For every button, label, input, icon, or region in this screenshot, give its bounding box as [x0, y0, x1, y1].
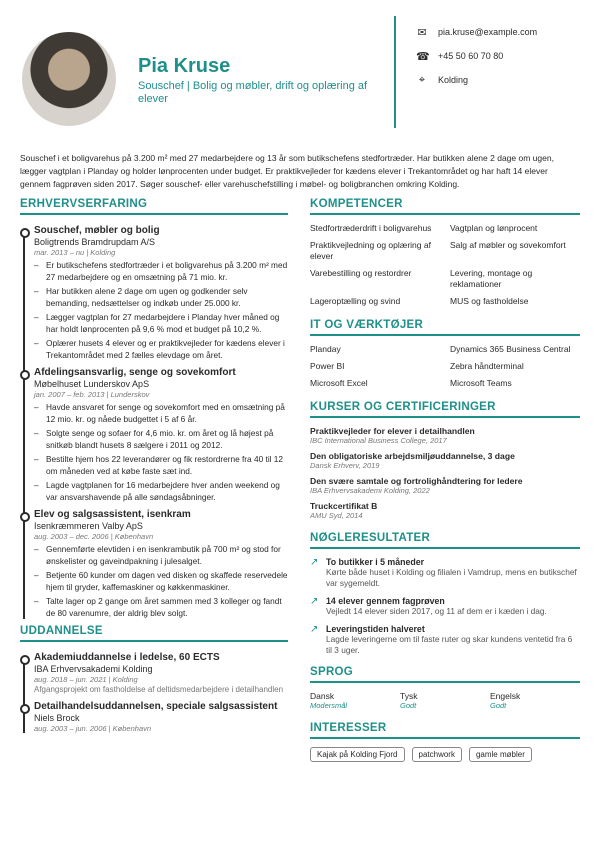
school: IBA Erhvervsakademi Kolding: [34, 664, 153, 674]
languages-list: [310, 691, 580, 710]
trend-up-icon: ↗: [310, 624, 319, 635]
job-bullets: [34, 402, 288, 503]
header-divider: [394, 16, 396, 128]
job-title: Afdelingsansvarlig, senge og sovekomfort: [34, 367, 236, 378]
job-meta: jan. 2007 – feb. 2013 | Lunderskov: [34, 390, 150, 399]
section-title-tools: IT OG VÆRKTØJER: [310, 319, 580, 336]
email-icon: ✉: [417, 26, 427, 39]
phone-icon: ☎: [416, 50, 430, 63]
section-title-courses: KURSER OG CERTIFICERINGER: [310, 401, 580, 418]
course-title: Praktikvejleder for elever i detailhandlen: [310, 426, 475, 436]
experience-timeline: [20, 225, 288, 619]
company: Møbelhuset Lunderskov ApS: [34, 379, 150, 389]
bullet: – Betjente 60 kunder om dagen ved disken og skaffede reservedele hjem til gryder, kaffemaskiner og køkkenmaskiner.: [34, 570, 288, 593]
skill-item: Vagtplan og lønprocent: [450, 223, 538, 233]
course-provider: IBA Erhvervsakademi Kolding, 2022: [310, 486, 430, 495]
experience-section: [20, 198, 288, 619]
interests-tags: [310, 747, 580, 762]
company: Isenkræmmeren Valby ApS: [34, 521, 143, 531]
bullet: – Lagde vagtplanen for 16 medarbejdere hver anden weekend og var ansvarshavende på alle søndagsåbninger.: [34, 480, 288, 503]
bullet: – Gennemførte elevtiden i en isenkrambutik på 700 m² og stod for ønskelister og gaveindpakning i julesalget.: [34, 544, 288, 567]
courses-list: [310, 426, 580, 520]
summary: Souschef i et boligvarehus på 3.200 m² med 27 medarbejdere og 13 år som butikschefens stedfortræder. Har butikken alene 2 dage om ugen, lægger vagtplan i Planday og holder lønprocenten under budget. Er praktikvejleder for kædens elever i Trekantområdet og har haft 14 elever gennem fagprøven siden 2017. Søger souschef- eller varehuschefstilling i møbel- og boligbranchen omkring Kolding.: [20, 152, 554, 189]
right-column: [310, 198, 580, 762]
language-level: Godt: [490, 701, 507, 710]
achievements-section: [310, 532, 580, 656]
job-meta: aug. 2003 – dec. 2006 | København: [34, 532, 154, 541]
language-level: Godt: [400, 701, 417, 710]
trend-up-icon: ↗: [310, 557, 319, 568]
course-item: [310, 476, 580, 495]
tools-grid: [310, 344, 580, 389]
job-bullets: [34, 260, 288, 361]
bullet: – Lægger vagtplan for 27 medarbejdere i Planday hver måned og har holdt lønprocenten på 9,6 % mod et budget på 10,2 %.: [34, 312, 288, 335]
person-name: Pia Kruse: [138, 55, 231, 77]
achievement-title: 14 elever gennem fagprøven: [326, 596, 445, 606]
tool-item: Planday: [310, 344, 341, 354]
education-title: Akademiuddannelse i ledelse, 60 ECTS: [34, 652, 220, 663]
avatar: [22, 32, 116, 126]
interest-tag: Kajak på Kolding Fjord: [310, 747, 405, 762]
interests-section: [310, 722, 580, 762]
skill-item: MUS og fastholdelse: [450, 296, 529, 306]
skills-section: [310, 198, 580, 307]
education-section: [20, 625, 288, 733]
job-title: Souschef, møbler og bolig: [34, 225, 160, 236]
job-meta: mar. 2013 – nu | Kolding: [34, 248, 116, 257]
job-item: [34, 509, 288, 619]
interest-tag: gamle møbler: [469, 747, 532, 762]
phone-text: +45 50 60 70 80: [438, 51, 504, 61]
tool-item: Power BI: [310, 361, 345, 371]
course-item: [310, 451, 580, 470]
language-level: Modersmål: [310, 701, 348, 710]
location-pin-icon: ⌖: [418, 73, 426, 86]
courses-section: [310, 401, 580, 520]
tool-item: Zebra håndterminal: [450, 361, 524, 371]
language-name: Tysk: [400, 691, 418, 701]
location-row: [416, 68, 537, 92]
bullet: – Oplærer husets 4 elever og er praktikvejleder for kædens elever i Trekantområdet med 2 fælles elevdage om året.: [34, 338, 288, 361]
education-meta: aug. 2003 – jun. 2006 | København: [34, 724, 152, 733]
achievement-desc: Vejledt 14 elever siden 2017, og 11 af dem er i kæden i dag.: [326, 606, 547, 616]
achievement-item: [310, 596, 580, 617]
languages-section: [310, 666, 580, 710]
section-title-experience: ERHVERVSERFARING: [20, 198, 288, 215]
email-row[interactable]: [416, 20, 537, 44]
education-timeline: [20, 652, 288, 733]
left-column: [20, 198, 288, 739]
achievement-title: To butikker i 5 måneder: [326, 557, 425, 567]
section-title-interests: INTERESSER: [310, 722, 580, 739]
education-desc: Afgangsprojekt om fastholdelse af deltidsmedarbejdere i detailhandlen: [34, 685, 284, 694]
section-title-languages: SPROG: [310, 666, 580, 683]
education-meta: aug. 2018 – jun. 2021 | Kolding: [34, 675, 138, 684]
course-provider: AMU Syd, 2014: [310, 511, 363, 520]
bullet: – Talte lager op 2 gange om året sammen med 3 kolleger og fandt de 80 varenumre, der aldrig blev solgt.: [34, 596, 288, 619]
section-title-skills: KOMPETENCER: [310, 198, 580, 215]
language-name: Dansk: [310, 691, 335, 701]
language-item: [310, 691, 400, 710]
bullet: – Bestilte hjem hos 22 leverandører og fik restordrerne fra 40 til 12 om måneden ved at købe faste sæt ind.: [34, 454, 288, 477]
skills-grid: [310, 223, 580, 307]
language-item: [490, 691, 580, 710]
section-title-education: UDDANNELSE: [20, 625, 288, 642]
achievement-title: Leveringstiden halveret: [326, 624, 425, 634]
skill-item: Levering, montage og reklamationer: [450, 268, 533, 289]
header: [0, 0, 600, 140]
course-title: Den svære samtale og fortrolighåndtering for ledere: [310, 476, 523, 486]
education-item: [34, 701, 288, 733]
interest-tag: patchwork: [412, 747, 462, 762]
tools-section: [310, 319, 580, 389]
skill-item: Lageroptælling og svind: [310, 296, 401, 306]
section-title-achievements: NØGLERESULTATER: [310, 532, 580, 549]
email-text: pia.kruse@example.com: [438, 27, 538, 37]
achievement-desc: Kørte både huset i Kolding og filialen i Vamdrup, mens en butikschef var sygemeldt.: [326, 567, 577, 588]
course-item: [310, 426, 580, 445]
school: Niels Brock: [34, 713, 80, 723]
job-bullets: [34, 544, 288, 619]
language-name: Engelsk: [490, 691, 521, 701]
achievements-list: [310, 557, 580, 656]
course-item: [310, 501, 580, 520]
bullet: – Har butikken alene 2 dage om ugen og godkender selv bemanding, nedsættelser og indkøb under 25.000 kr.: [34, 286, 288, 309]
tool-item: Microsoft Excel: [310, 378, 368, 388]
education-item: [34, 652, 288, 695]
bullet: – Solgte senge og sofaer for 4,6 mio. kr. om året og lå højest på snitkøb blandt husets 8 sælgere i 2011 og 2012.: [34, 428, 288, 451]
language-item: [400, 691, 490, 710]
achievement-item: [310, 557, 580, 589]
achievement-item: [310, 624, 580, 656]
company: Boligtrends Bramdrupdam A/S: [34, 237, 156, 247]
course-provider: IBC International Business College, 2017: [310, 436, 447, 445]
course-title: Truckcertifikat B: [310, 501, 378, 511]
job-subtitle: Souschef | Bolig og møbler, drift og oplæring af elever: [138, 80, 368, 105]
bullet: – Er butikschefens stedfortræder i et boligvarehus på 3.200 m² med 27 medarbejdere og en omsætning på 71 mio. kr.: [34, 260, 288, 283]
job-item: [34, 225, 288, 361]
skill-item: Salg af møbler og sovekomfort: [450, 240, 566, 250]
tool-item: Microsoft Teams: [450, 378, 512, 388]
phone-row[interactable]: [416, 44, 537, 68]
bullet: – Havde ansvaret for senge og sovekomfort med en omsætning på 12 mio. kr. og nåede budgettet i 5 af 6 år.: [34, 402, 288, 425]
skill-item: Praktikvejledning og oplæring af elever: [310, 240, 431, 261]
achievement-desc: Lagde leveringerne om til faste ruter og skar kundens ventetid fra 6 til 3 uger.: [326, 634, 573, 655]
skill-item: Stedfortræderdrift i boligvarehus: [310, 223, 432, 233]
contact-info: [416, 20, 537, 92]
tool-item: Dynamics 365 Business Central: [450, 344, 571, 354]
job-item: [34, 367, 288, 503]
education-title: Detailhandelsuddannelsen, speciale salgsassistent: [34, 701, 278, 712]
trend-up-icon: ↗: [310, 596, 319, 607]
location-text: Kolding: [438, 75, 469, 85]
skill-item: Varebestilling og restordrer: [310, 268, 412, 278]
job-title: Elev og salgsassistent, isenkram: [34, 509, 191, 520]
course-title: Den obligatoriske arbejdsmiljøuddannelse, 3 dage: [310, 451, 515, 461]
course-provider: Dansk Erhverv, 2019: [310, 461, 380, 470]
